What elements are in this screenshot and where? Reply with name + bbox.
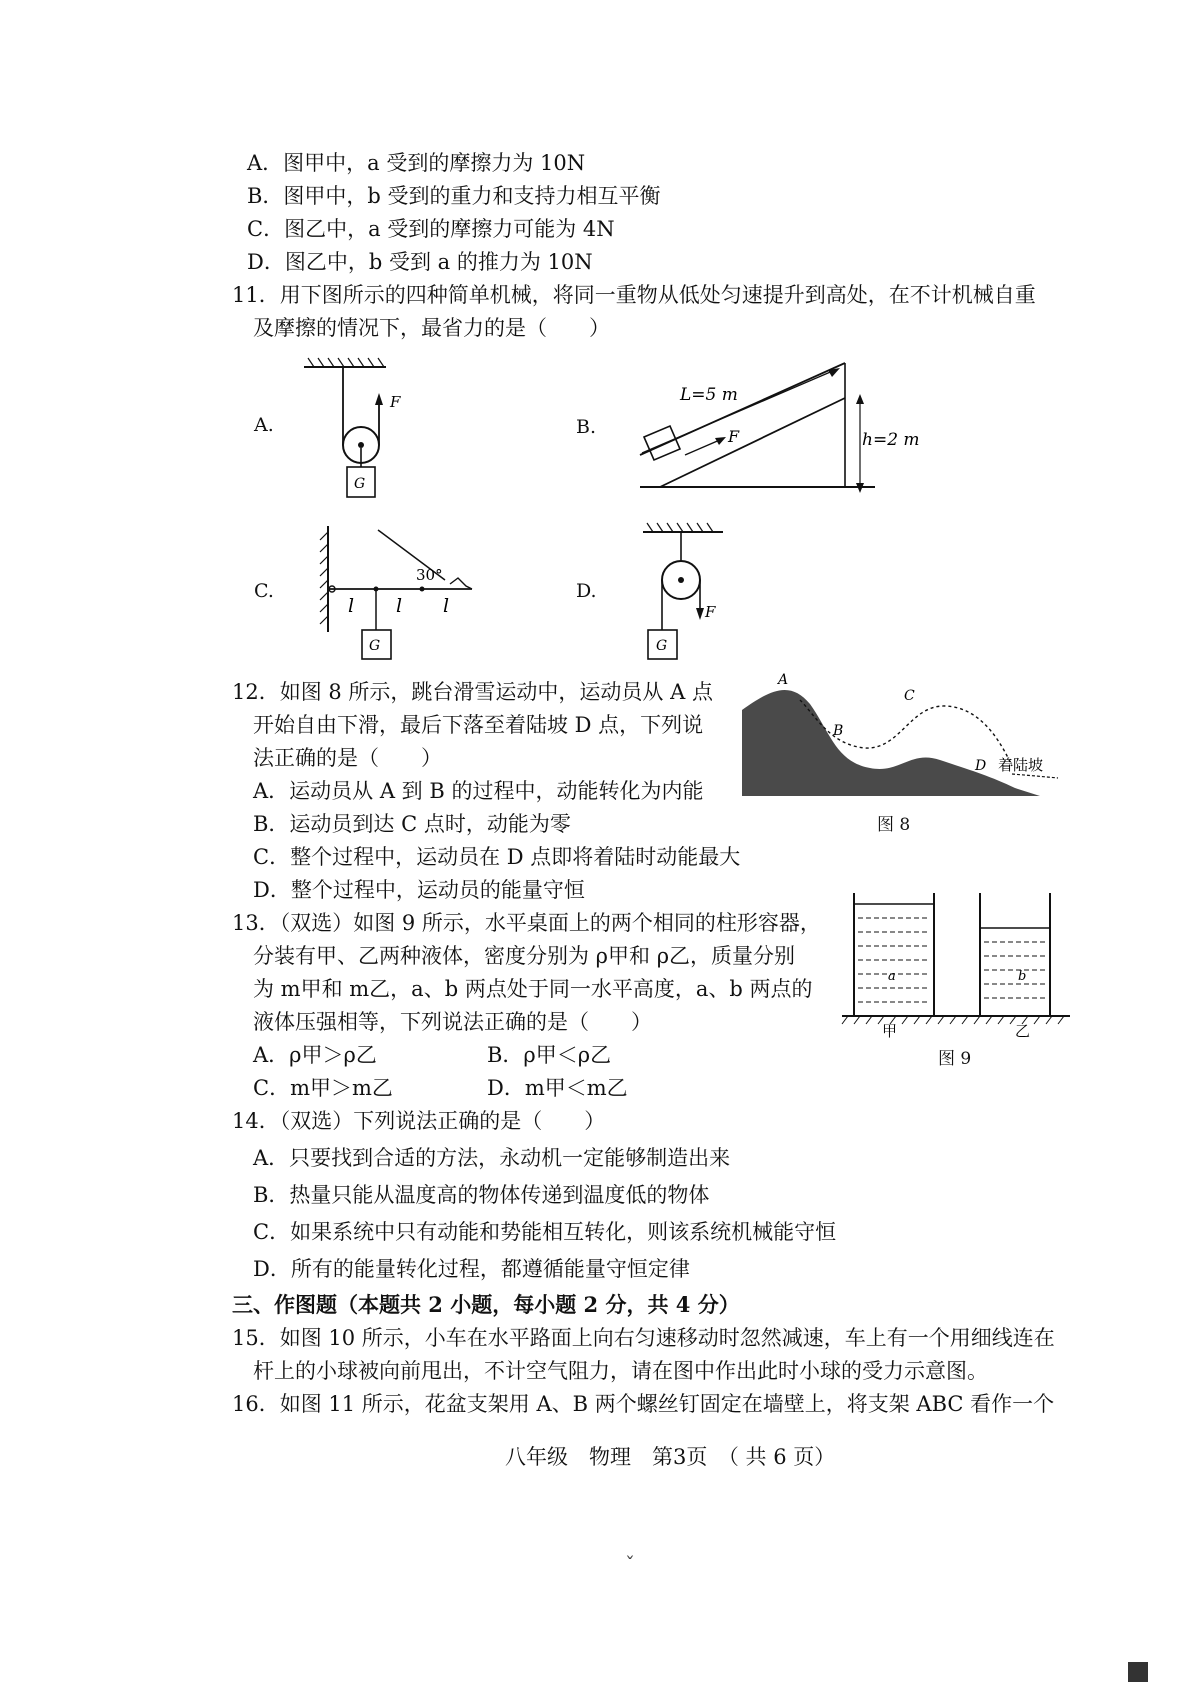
- fig8-point-d: D: [975, 758, 987, 774]
- fig8-slope-label: 着陆坡: [998, 756, 1044, 774]
- fig-b-length-label: L=5 m: [680, 385, 738, 405]
- q15-line-2: 杆上的小球被向前甩出，不计空气阻力，请在图中作出此时小球的受力示意图。: [253, 1359, 988, 1383]
- q12-option-b: B．运动员到达 C 点时，动能为零: [253, 812, 571, 836]
- q15-line-1: 15．如图 10 所示，小车在水平路面上向右匀速移动时忽然减速，车上有一个用细线连在: [232, 1326, 1055, 1350]
- q13-stem-line-2: 分装有甲、乙两种液体，密度分别为 ρ甲和 ρ乙，质量分别: [253, 944, 796, 968]
- q10-option-d: D．图乙中，b 受到 a 的推力为 10N: [247, 250, 593, 274]
- q13-option-d: D．m甲＜m乙: [487, 1076, 628, 1100]
- q11-label-a: A.: [254, 414, 274, 436]
- page-footer: 八年级 物理 第3页 （ 共 6 页）: [505, 1445, 836, 1469]
- q14-option-c: C．如果系统中只有动能和势能相互转化，则该系统机械能守恒: [253, 1220, 837, 1244]
- q14-option-b: B．热量只能从温度高的物体传递到温度低的物体: [253, 1183, 710, 1207]
- q12-stem-line-1: 12．如图 8 所示，跳台滑雪运动中，运动员从 A 点: [232, 680, 713, 704]
- q13-option-b: B．ρ甲＜ρ乙: [487, 1043, 612, 1067]
- fig-a-movable-pulley: [290, 355, 430, 505]
- q11-stem-line-2: 及摩擦的情况下，最省力的是（ ）: [253, 316, 610, 340]
- fig-b-inclined-plane: [630, 350, 930, 510]
- scan-stamp: [1128, 1662, 1148, 1682]
- q10-option-c: C．图乙中，a 受到的摩擦力可能为 4N: [247, 217, 615, 241]
- fig9-containers: [838, 888, 1078, 1038]
- fig8-point-c: C: [904, 688, 915, 704]
- fig8-ski-jump: [740, 670, 1070, 815]
- fig8-point-b: B: [833, 723, 844, 739]
- fig-c-arm-label-1: l: [348, 595, 355, 617]
- q11-label-c: C.: [254, 580, 274, 602]
- q10-option-b: B．图甲中，b 受到的重力和支持力相互平衡: [247, 184, 661, 208]
- q14-option-d: D．所有的能量转化过程，都遵循能量守恒定律: [253, 1257, 690, 1281]
- fig8-point-a: A: [778, 672, 789, 688]
- q13-stem-line-1: 13．（双选）如图 9 所示，水平桌面上的两个相同的柱形容器，: [232, 911, 821, 935]
- q12-stem-line-3: 法正确的是（ ）: [253, 746, 442, 770]
- fig-d-force-label: F: [705, 603, 716, 621]
- fig-c-angle-label: 30°: [416, 566, 443, 584]
- fig-b-height-label: h=2 m: [862, 430, 920, 450]
- q12-stem-line-2: 开始自由下滑，最后下落至着陆坡 D 点，下列说: [253, 713, 704, 737]
- fig-b-force-label: F: [728, 427, 740, 446]
- q12-option-a: A．运动员从 A 到 B 的过程中，动能转化为内能: [253, 779, 704, 803]
- fig8-caption: 图 8: [877, 815, 911, 835]
- fig-d-weight-label: G: [656, 638, 668, 654]
- q10-option-a: A．图甲中，a 受到的摩擦力为 10N: [247, 151, 586, 175]
- q13-stem-line-4: 液体压强相等，下列说法正确的是（ ）: [253, 1010, 652, 1034]
- scan-mark: ˇ: [625, 1552, 635, 1576]
- q12-option-c: C．整个过程中，运动员在 D 点即将着陆时动能最大: [253, 845, 741, 869]
- q12-option-d: D．整个过程中，运动员的能量守恒: [253, 878, 585, 902]
- fig9-point-b: b: [1018, 969, 1027, 984]
- fig9-point-a: a: [888, 969, 896, 984]
- q11-stem-line-1: 11．用下图所示的四种简单机械，将同一重物从低处匀速提升到高处，在不计机械自重: [232, 283, 1036, 307]
- fig-c-lever: [300, 520, 485, 665]
- fig-a-weight-label: G: [354, 476, 366, 492]
- fig-c-arm-label-3: l: [443, 595, 450, 617]
- fig9-caption: 图 9: [938, 1049, 972, 1069]
- fig9-left-label: 甲: [882, 1022, 898, 1038]
- q13-option-a: A．ρ甲＞ρ乙: [253, 1043, 377, 1067]
- fig9-right-label: 乙: [1015, 1022, 1031, 1038]
- q13-stem-line-3: 为 m甲和 m乙，a、b 两点处于同一水平高度，a、b 两点的: [253, 977, 813, 1001]
- q16-line-1: 16．如图 11 所示，花盆支架用 A、B 两个螺丝钉固定在墙壁上，将支架 ABC 看作一个: [232, 1392, 1055, 1416]
- q13-option-c: C．m甲＞m乙: [253, 1076, 393, 1100]
- fig-c-arm-label-2: l: [396, 595, 403, 617]
- q11-label-b: B.: [576, 416, 597, 438]
- q14-stem: 14．（双选）下列说法正确的是（ ）: [232, 1109, 606, 1133]
- fig-c-weight-label: G: [369, 638, 381, 654]
- fig-d-fixed-pulley: [635, 520, 755, 670]
- q14-option-a: A．只要找到合适的方法，永动机一定能够制造出来: [253, 1146, 731, 1170]
- q11-label-d: D.: [576, 580, 597, 602]
- section-3-heading: 三、作图题（本题共 2 小题，每小题 2 分，共 4 分）: [232, 1292, 740, 1317]
- fig-a-force-label: F: [390, 393, 401, 411]
